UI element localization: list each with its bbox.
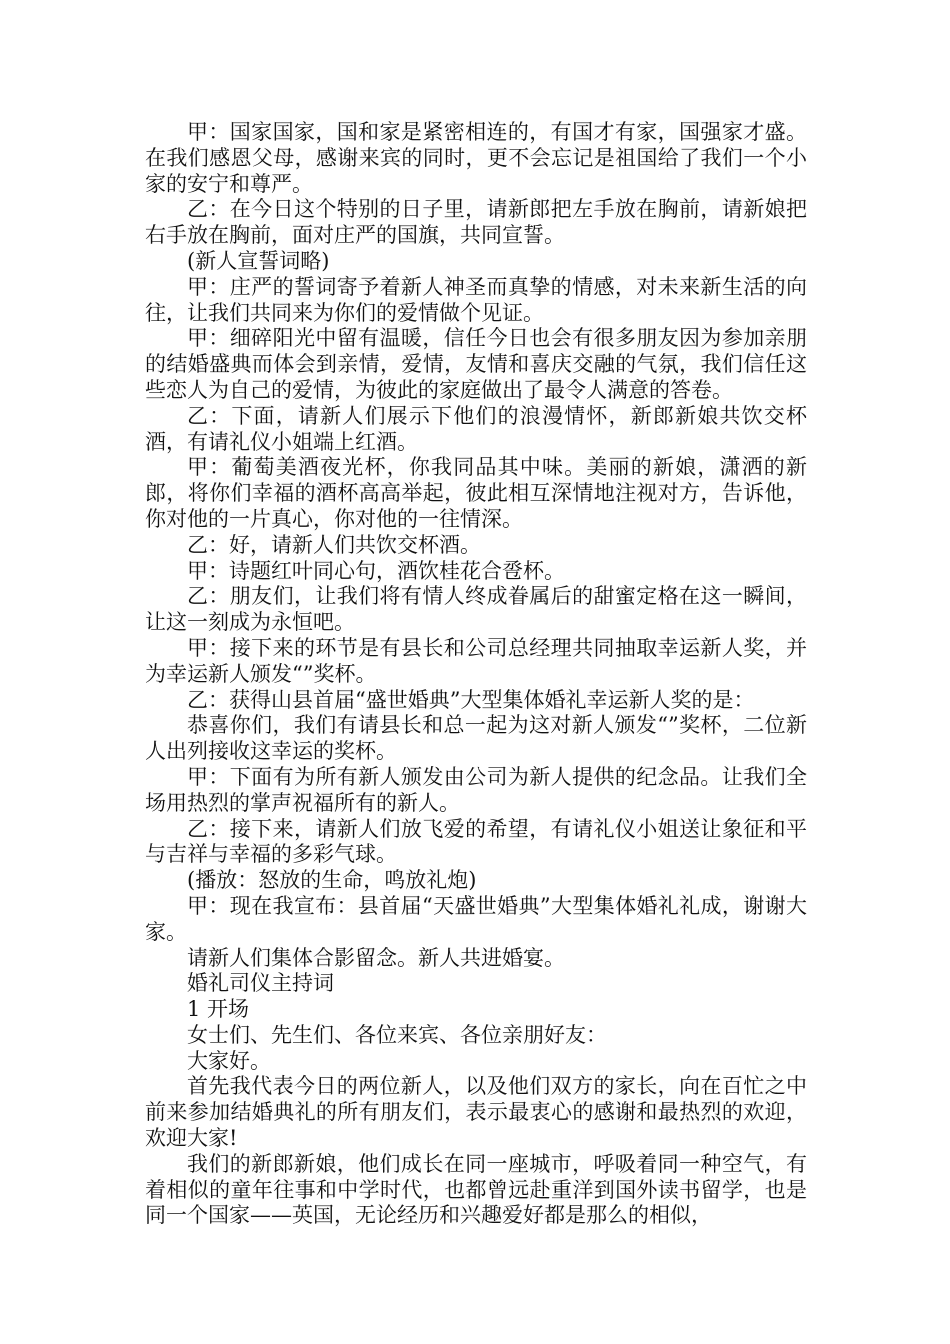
paragraph: (播放：怒放的生命，鸣放礼炮)	[187, 868, 477, 893]
paragraph: 甲：葡萄美酒夜光杯，你我同品其中味。美丽的新娘，潇洒的新郎，将你们幸福的酒杯高高举起，彼此相互深情地注视对方，告诉他，你对他的一片真心，你对他的一往情深。	[145, 455, 807, 531]
paragraph: 乙：朋友们，让我们将有情人终成眷属后的甜蜜定格在这一瞬间，让这一刻成为永恒吧。	[145, 584, 807, 635]
paragraph: 甲：接下来的环节是有县长和公司总经理共同抽取幸运新人奖，并为幸运新人颁发“”奖杯。	[145, 635, 807, 686]
paragraph: 请新人们集体合影留念。新人共进婚宴。	[187, 945, 565, 970]
paragraph: 甲：现在我宣布：县首届“天盛世婚典”大型集体婚礼礼成，谢谢大家。	[145, 893, 807, 944]
paragraph: 乙：获得山县首届“盛世婚典”大型集体婚礼幸运新人奖的是：	[187, 687, 755, 712]
paragraph: 乙：好，请新人们共饮交杯酒。	[187, 532, 481, 557]
subsection-heading: 1 开场	[187, 997, 250, 1022]
paragraph: 女士们、先生们、各位来宾、各位亲朋好友：	[187, 1022, 607, 1047]
paragraph: 大家好。	[187, 1048, 271, 1073]
paragraph: 恭喜你们，我们有请县长和总一起为这对新人颁发“”奖杯，二位新人出列接收这幸运的奖杯。	[145, 713, 807, 764]
paragraph: 我们的新郎新娘，他们成长在同一座城市，呼吸着同一种空气，有着相似的童年往事和中学时代，也都曾远赴重洋到国外读书留学，也是同一个国家——英国，无论经历和兴趣爱好都是那么的相似，	[145, 1151, 807, 1228]
paragraph: 甲：诗题红叶同心句，酒饮桂花合卺杯。	[187, 558, 565, 583]
paragraph: (新人宣誓词略)	[187, 248, 330, 273]
document-page	[145, 120, 807, 1229]
paragraph: 甲：国家国家，国和家是紧密相连的，有国才有家，国强家才盛。在我们感恩父母，感谢来宾的同时，更不会忘记是祖国给了我们一个小家的安宁和尊严。	[145, 120, 807, 196]
section-heading: 婚礼司仪主持词	[187, 971, 334, 996]
paragraph: 乙：下面，请新人们展示下他们的浪漫情怀，新郎新娘共饮交杯酒，有请礼仪小姐端上红酒。	[145, 403, 807, 454]
paragraph: 甲：细碎阳光中留有温暖，信任今日也会有很多朋友因为参加亲朋的结婚盛典而体会到亲情，爱情，友情和喜庆交融的气氛，我们信任这些恋人为自己的爱情，为彼此的家庭做出了最令人满意的答卷。	[145, 326, 807, 402]
paragraph: 甲：下面有为所有新人颁发由公司为新人提供的纪念品。让我们全场用热烈的掌声祝福所有的新人。	[145, 764, 807, 815]
paragraph: 甲：庄严的誓词寄予着新人神圣而真挚的情感，对未来新生活的向往，让我们共同来为你们的爱情做个见证。	[145, 274, 807, 325]
paragraph: 首先我代表今日的两位新人，以及他们双方的家长，向在百忙之中前来参加结婚典礼的所有朋友们，表示最衷心的感谢和最热烈的欢迎，欢迎大家!	[145, 1074, 807, 1151]
paragraph: 乙：接下来，请新人们放飞爱的希望，有请礼仪小姐送让象征和平与吉祥与幸福的多彩气球。	[145, 816, 807, 867]
paragraph: 乙：在今日这个特别的日子里，请新郎把左手放在胸前，请新娘把右手放在胸前，面对庄严的国旗，共同宣誓。	[145, 197, 807, 248]
